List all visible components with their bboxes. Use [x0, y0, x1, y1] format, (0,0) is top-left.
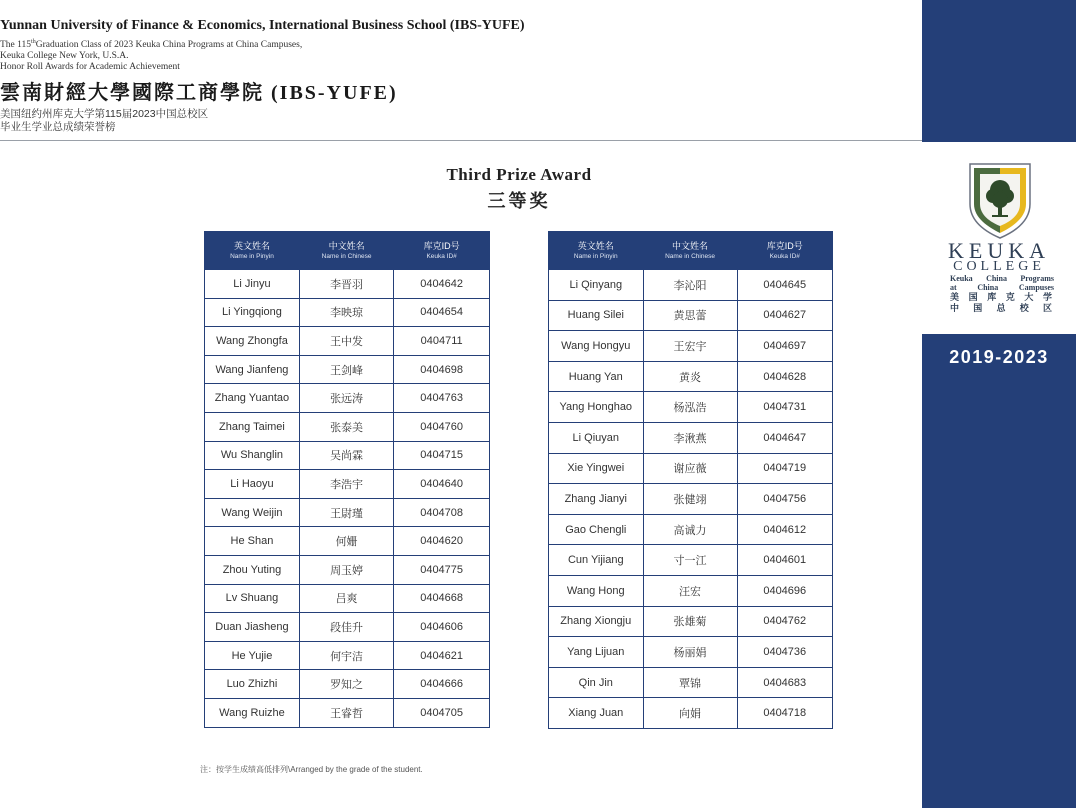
sidebar-bottom-band — [922, 334, 1076, 808]
keuka-id-cell: 0404642 — [394, 270, 490, 299]
chinese-tagline: 美国库克大学 中国总校区 — [950, 292, 1054, 313]
name-chinese-cell: 何宇洁 — [299, 641, 393, 670]
name-pinyin-cell: Wang Hongyu — [549, 331, 644, 362]
keuka-id-cell: 0404698 — [394, 355, 490, 384]
name-pinyin-cell: Luo Zhizhi — [205, 670, 300, 699]
keuka-id-cell: 0404775 — [394, 555, 490, 584]
keuka-id-cell: 0404705 — [394, 698, 490, 727]
name-pinyin-cell: Lv Shuang — [205, 584, 300, 613]
name-chinese-cell: 王中发 — [299, 327, 393, 356]
name-pinyin-cell: Gao Chengli — [549, 514, 644, 545]
table-row — [549, 637, 833, 668]
school-title: Yunnan University of Finance & Economics, International Business School (IBS-YUFE) — [0, 18, 525, 33]
keuka-id-cell: 0404719 — [737, 453, 833, 484]
name-chinese-cell: 黄炎 — [643, 361, 737, 392]
col-header-id: 库克ID号 Keuka ID# — [394, 232, 490, 270]
name-pinyin-cell: Wang Jianfeng — [205, 355, 300, 384]
footnote: 注：按学生成绩高低排列\Arranged by the grade of the student. — [200, 765, 423, 774]
name-chinese-cell: 罗知之 — [299, 670, 393, 699]
name-chinese-cell: 吴尚霖 — [299, 441, 393, 470]
keuka-id-cell: 0404621 — [394, 641, 490, 670]
name-chinese-cell: 王宏宇 — [643, 331, 737, 362]
award-title: Third Prize Award — [446, 165, 592, 184]
name-chinese-cell: 李晋羽 — [299, 270, 393, 299]
college-wordmark: COLLEGE — [953, 259, 1045, 274]
name-pinyin-cell: Zhang Jianyi — [549, 484, 644, 515]
keuka-id-cell: 0404763 — [394, 384, 490, 413]
keuka-id-cell: 0404620 — [394, 527, 490, 556]
name-pinyin-cell: Wang Hong — [549, 575, 644, 606]
keuka-id-cell: 0404708 — [394, 498, 490, 527]
programs-tagline: Keuka China Programs at China Campuses — [950, 274, 1054, 292]
table-row — [205, 355, 490, 384]
name-chinese-cell: 杨泓浩 — [643, 392, 737, 423]
name-pinyin-cell: Wu Shanglin — [205, 441, 300, 470]
chinese-school-title: 雲南財經大學國際工商學院 (IBS-YUFE) — [0, 82, 398, 104]
keuka-id-cell: 0404731 — [737, 392, 833, 423]
name-chinese-cell: 杨丽娟 — [643, 637, 737, 668]
table-row — [205, 298, 490, 327]
name-chinese-cell: 张远涛 — [299, 384, 393, 413]
award-title-chinese: 三等奖 — [487, 191, 551, 211]
name-chinese-cell: 李沁阳 — [643, 270, 737, 301]
keuka-id-cell: 0404627 — [737, 300, 833, 331]
name-pinyin-cell: Cun Yijiang — [549, 545, 644, 576]
chinese-subtitle-2: 毕业生学业总成绩荣誉榜 — [0, 121, 116, 133]
table-row — [205, 327, 490, 356]
keuka-id-cell: 0404711 — [394, 327, 490, 356]
name-pinyin-cell: Zhang Xiongju — [549, 606, 644, 637]
graduation-class-line: The 115thGraduation Class of 2023 Keuka China Programs at China Campuses, — [0, 39, 303, 51]
keuka-id-cell: 0404645 — [737, 270, 833, 301]
name-chinese-cell: 高诚力 — [643, 514, 737, 545]
name-pinyin-cell: Zhou Yuting — [205, 555, 300, 584]
keuka-id-cell: 0404647 — [737, 422, 833, 453]
name-chinese-cell: 王剑峰 — [299, 355, 393, 384]
name-pinyin-cell: Qin Jin — [549, 667, 644, 698]
name-chinese-cell: 张健翊 — [643, 484, 737, 515]
name-pinyin-cell: Li Qiuyan — [549, 422, 644, 453]
honor-roll-line: Honor Roll Awards for Academic Achievement — [0, 62, 180, 72]
table-row — [205, 698, 490, 727]
table-row — [549, 361, 833, 392]
table-row — [205, 670, 490, 699]
name-pinyin-cell: Wang Weijin — [205, 498, 300, 527]
table-row — [205, 527, 490, 556]
keuka-id-cell: 0404654 — [394, 298, 490, 327]
keuka-id-cell: 0404612 — [737, 514, 833, 545]
keuka-id-cell: 0404697 — [737, 331, 833, 362]
table-row — [549, 606, 833, 637]
table-row — [549, 331, 833, 362]
keuka-id-cell: 0404718 — [737, 698, 833, 729]
keuka-id-cell: 0404736 — [737, 637, 833, 668]
name-chinese-cell: 李映琼 — [299, 298, 393, 327]
name-chinese-cell: 张泰美 — [299, 412, 393, 441]
table-row — [549, 545, 833, 576]
name-pinyin-cell: Xiang Juan — [549, 698, 644, 729]
keuka-id-cell: 0404606 — [394, 613, 490, 642]
table-row — [549, 300, 833, 331]
keuka-id-cell: 0404640 — [394, 470, 490, 499]
name-pinyin-cell: Wang Zhongfa — [205, 327, 300, 356]
name-chinese-cell: 李湫燕 — [643, 422, 737, 453]
name-chinese-cell: 王尉瑾 — [299, 498, 393, 527]
table-row — [549, 484, 833, 515]
college-line: Keuka College New York, U.S.A. — [0, 51, 129, 61]
name-chinese-cell: 段佳升 — [299, 613, 393, 642]
name-pinyin-cell: Huang Silei — [549, 300, 644, 331]
keuka-id-cell: 0404715 — [394, 441, 490, 470]
name-pinyin-cell: He Yujie — [205, 641, 300, 670]
keuka-id-cell: 0404762 — [737, 606, 833, 637]
chinese-subtitle-1: 美国纽约州库克大学第115届2023中国总校区 — [0, 108, 209, 120]
keuka-crest-logo — [966, 160, 1034, 240]
name-pinyin-cell: Li Qinyang — [549, 270, 644, 301]
header-divider — [0, 140, 922, 141]
name-chinese-cell: 黄思蕾 — [643, 300, 737, 331]
keuka-id-cell: 0404668 — [394, 584, 490, 613]
name-pinyin-cell: Yang Lijuan — [549, 637, 644, 668]
table-row — [205, 555, 490, 584]
table-row — [549, 698, 833, 729]
table-header-row — [549, 232, 833, 270]
keuka-id-cell: 0404760 — [394, 412, 490, 441]
name-chinese-cell: 王睿哲 — [299, 698, 393, 727]
name-chinese-cell: 寸一江 — [643, 545, 737, 576]
table-row — [205, 584, 490, 613]
table-row — [205, 270, 490, 299]
name-pinyin-cell: Huang Yan — [549, 361, 644, 392]
table-row — [549, 392, 833, 423]
table-row — [549, 453, 833, 484]
table-row — [549, 514, 833, 545]
name-chinese-cell: 何姗 — [299, 527, 393, 556]
col-header-pinyin: 英文姓名 Name in Pinyin — [205, 232, 300, 270]
keuka-wordmark: KEUKA — [948, 238, 1050, 263]
keuka-id-cell: 0404756 — [737, 484, 833, 515]
name-chinese-cell: 向娟 — [643, 698, 737, 729]
name-pinyin-cell: Li Yingqiong — [205, 298, 300, 327]
name-pinyin-cell: Zhang Yuantao — [205, 384, 300, 413]
table-row — [549, 270, 833, 301]
keuka-id-cell: 0404696 — [737, 575, 833, 606]
name-pinyin-cell: Li Jinyu — [205, 270, 300, 299]
table-row — [205, 641, 490, 670]
table-row — [205, 441, 490, 470]
sidebar-top-band — [922, 0, 1076, 142]
table-row — [205, 498, 490, 527]
name-pinyin-cell: He Shan — [205, 527, 300, 556]
table-row — [205, 613, 490, 642]
name-chinese-cell: 周玉婷 — [299, 555, 393, 584]
table-row — [205, 384, 490, 413]
name-pinyin-cell: Wang Ruizhe — [205, 698, 300, 727]
name-pinyin-cell: Duan Jiasheng — [205, 613, 300, 642]
table-row — [549, 422, 833, 453]
name-pinyin-cell: Yang Honghao — [549, 392, 644, 423]
keuka-id-cell: 0404628 — [737, 361, 833, 392]
years-label: 2019-2023 — [949, 347, 1049, 367]
honor-table-right — [548, 231, 833, 729]
name-chinese-cell: 吕爽 — [299, 584, 393, 613]
table-header-row — [205, 232, 490, 270]
col-header-chinese: 中文姓名 Name in Chinese — [643, 232, 737, 270]
name-chinese-cell: 李浩宇 — [299, 470, 393, 499]
name-chinese-cell: 谢应薇 — [643, 453, 737, 484]
name-chinese-cell: 覃锦 — [643, 667, 737, 698]
name-pinyin-cell: Li Haoyu — [205, 470, 300, 499]
col-header-id: 库克ID号 Keuka ID# — [737, 232, 833, 270]
keuka-id-cell: 0404601 — [737, 545, 833, 576]
keuka-id-cell: 0404666 — [394, 670, 490, 699]
name-pinyin-cell: Zhang Taimei — [205, 412, 300, 441]
col-header-chinese: 中文姓名 Name in Chinese — [299, 232, 393, 270]
table-row — [549, 575, 833, 606]
col-header-pinyin: 英文姓名 Name in Pinyin — [549, 232, 644, 270]
honor-table-left — [204, 231, 490, 728]
keuka-id-cell: 0404683 — [737, 667, 833, 698]
name-chinese-cell: 汪宏 — [643, 575, 737, 606]
table-row — [549, 667, 833, 698]
table-row — [205, 470, 490, 499]
name-pinyin-cell: Xie Yingwei — [549, 453, 644, 484]
table-row — [205, 412, 490, 441]
name-chinese-cell: 张雄菊 — [643, 606, 737, 637]
